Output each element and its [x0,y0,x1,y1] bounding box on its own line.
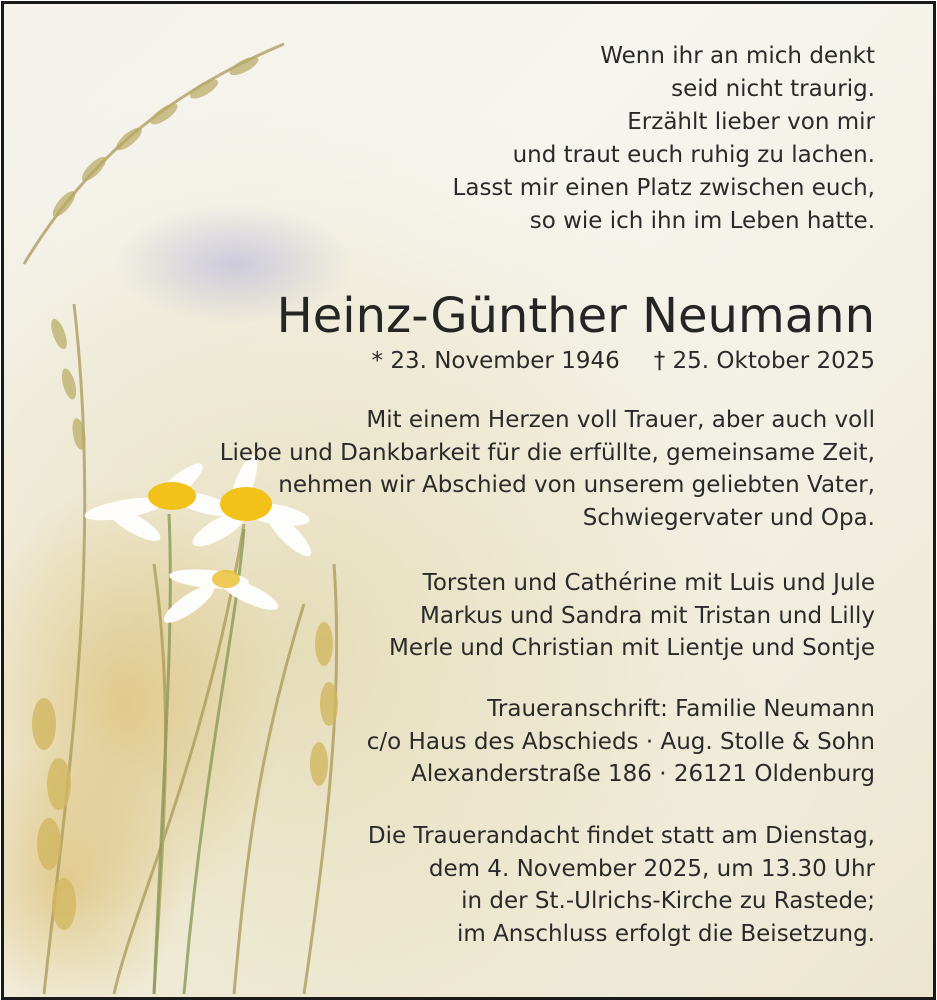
deceased-name: Heinz-Günther Neumann [276,288,875,344]
family-line: Markus und Sandra mit Tristan und Lilly [420,602,875,629]
obituary-card [1,1,936,1000]
farewell-message [220,404,875,534]
address-line: Alexanderstraße 186 · 26121 Oldenburg [411,761,875,788]
family-line: Torsten und Cathérine mit Luis und Jule [422,570,875,596]
poem-line: Lasst mir einen Platz zwischen euch, [452,175,875,201]
service-line: Die Trauerandacht findet statt am Dienstag, [367,823,875,849]
address-line: c/o Haus des Abschieds · Aug. Stolle & Sohn [366,728,875,755]
message-line: nehmen wir Abschied von unserem geliebten Vater, [278,472,875,499]
life-dates [372,346,875,376]
address-line: Traueranschrift: Familie Neumann [487,696,875,722]
message-line: Schwiegervater und Opa. [582,504,875,531]
service-details [368,820,875,950]
memorial-poem [453,40,875,238]
service-line: in der St.-Ulrichs-Kirche zu Rastede; [461,888,875,915]
poem-line: und traut euch ruhig zu lachen. [512,142,875,168]
service-line: dem 4. November 2025, um 13.30 Uhr [428,855,875,882]
message-line: Liebe und Dankbarkeit für die erfüllte, gemeinsame Zeit, [219,439,875,466]
birth-date: * 23. November 1946 [371,348,620,374]
death-date: † 25. Oktober 2025 [653,348,875,374]
poem-line: seid nicht traurig. [671,76,875,102]
poem-line: Erzählt lieber von mir [627,109,875,135]
family-line: Merle und Christian mit Lientje und Sontje [388,635,875,662]
mourners-list [389,567,875,665]
poem-line: so wie ich ihn im Leben hatte. [529,208,875,234]
message-line: Mit einem Herzen voll Trauer, aber auch voll [366,407,875,433]
mourning-address [367,693,875,791]
poem-line: Wenn ihr an mich denkt [600,43,875,69]
service-line: im Anschluss erfolgt die Beisetzung. [456,920,875,947]
